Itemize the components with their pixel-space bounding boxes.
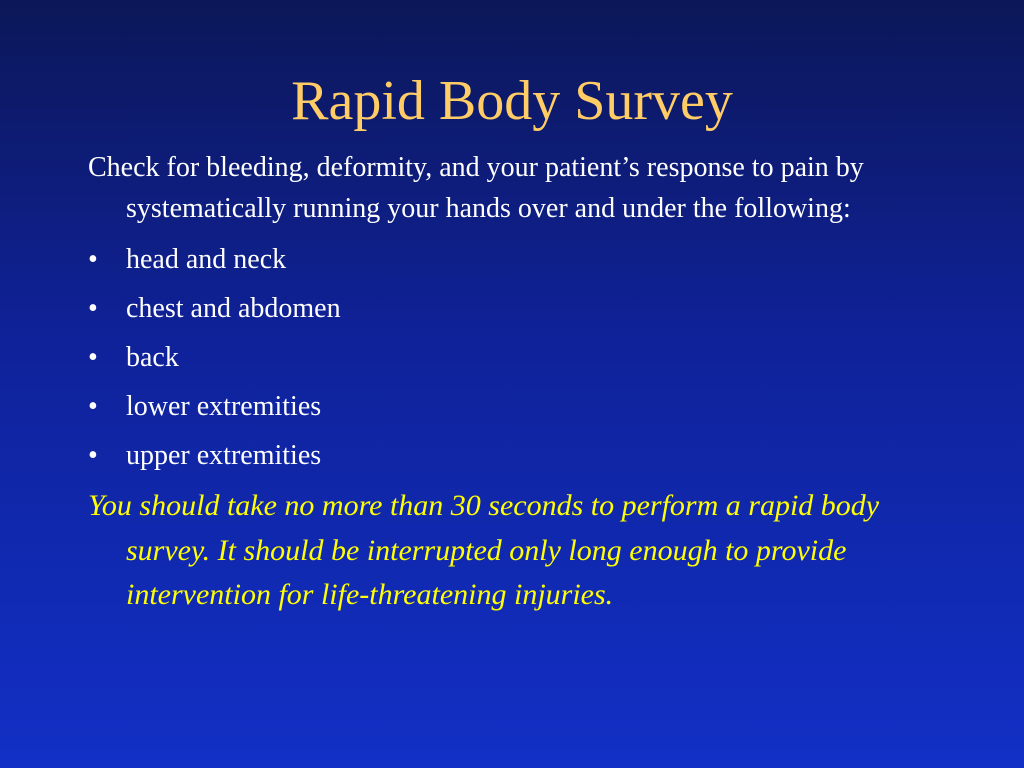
bullet-item — [88, 431, 948, 480]
slide-title: Rapid Body Survey — [291, 70, 733, 132]
bullet-icon: • — [88, 342, 98, 373]
bullet-item — [88, 235, 948, 284]
bullet-list — [88, 235, 948, 480]
bullet-icon: • — [88, 244, 98, 275]
bullet-icon: • — [88, 440, 98, 471]
bullet-text: chest and abdomen — [126, 293, 341, 324]
bullet-text: upper extremities — [126, 440, 322, 471]
bullet-item — [88, 333, 948, 382]
note-paragraph: You should take no more than 30 seconds to perform a rapid body survey. It should be interrupted only long enough to provide intervention for life-threatening injuries. — [88, 489, 880, 611]
bullet-text: lower extremities — [126, 391, 322, 422]
bullet-text: head and neck — [126, 244, 287, 275]
bullet-icon: • — [88, 391, 98, 422]
bullet-icon: • — [88, 293, 98, 324]
bullet-item — [88, 284, 948, 333]
intro-paragraph: Check for bleeding, deformity, and your patient’s response to pain by systematically running your hands over and under the following: — [88, 152, 864, 224]
bullet-text: back — [126, 342, 179, 373]
slide-body — [88, 147, 948, 618]
bullet-item — [88, 382, 948, 431]
